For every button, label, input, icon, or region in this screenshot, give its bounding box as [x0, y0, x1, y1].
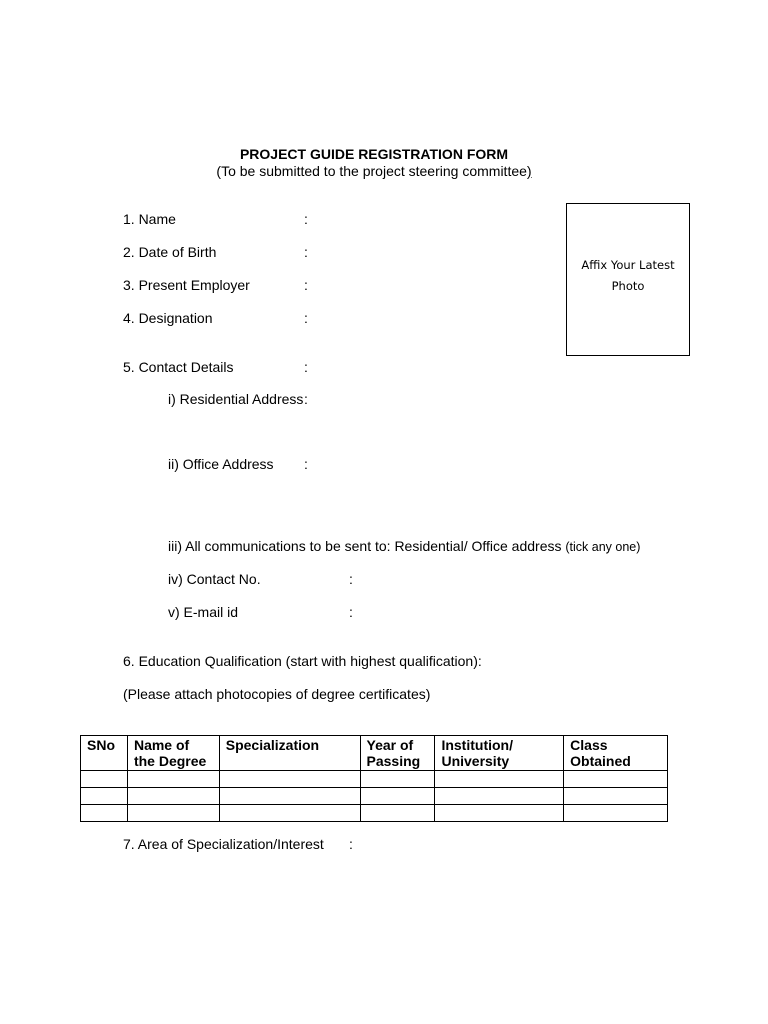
dob-colon: :	[304, 244, 308, 260]
form-subtitle-text: (To be submitted to the project steering committee	[216, 163, 527, 179]
table-cell[interactable]	[127, 805, 219, 822]
education-table	[80, 735, 668, 822]
header-class-line1: Class	[570, 737, 608, 753]
table-row	[81, 805, 668, 822]
table-cell[interactable]	[219, 788, 360, 805]
employer-colon: :	[304, 277, 308, 293]
dob-label: 2. Date of Birth	[123, 244, 217, 260]
name-colon: :	[304, 211, 308, 227]
name-label: 1. Name	[123, 211, 176, 227]
table-cell[interactable]	[564, 771, 668, 788]
table-cell[interactable]	[360, 788, 435, 805]
table-row	[81, 788, 668, 805]
header-class	[564, 736, 668, 771]
education-label: 6. Education Qualification (start with highest qualification):	[123, 653, 482, 669]
designation-colon: :	[304, 310, 308, 326]
table-cell[interactable]	[435, 788, 564, 805]
table-cell[interactable]	[81, 788, 128, 805]
communications-note: (tick any one)	[565, 540, 641, 554]
employer-label: 3. Present Employer	[123, 277, 250, 293]
communications-label: iii) All communications to be sent to:	[168, 538, 395, 554]
email-label: v) E-mail id	[168, 604, 239, 620]
header-sno-text: SNo	[87, 737, 115, 753]
contact-no-colon: :	[349, 571, 353, 587]
table-cell[interactable]	[127, 771, 219, 788]
header-institution-line2: University	[441, 753, 510, 769]
area-of-specialization-label: 7. Area of Specialization/Interest	[123, 836, 324, 852]
area-of-specialization-colon: :	[349, 836, 353, 852]
contact-details-colon: :	[304, 359, 308, 375]
header-degree	[127, 736, 219, 771]
table-cell[interactable]	[219, 805, 360, 822]
table-cell[interactable]	[360, 805, 435, 822]
form-subtitle	[0, 163, 748, 179]
header-specialization	[219, 736, 360, 771]
form-subtitle-end: )	[526, 163, 532, 179]
attach-note: (Please attach photocopies of degree certificates)	[123, 686, 431, 702]
communications-line	[168, 538, 640, 555]
contact-no-label: iv) Contact No.	[168, 571, 261, 587]
form-title: PROJECT GUIDE REGISTRATION FORM	[239, 146, 509, 162]
table-cell[interactable]	[127, 788, 219, 805]
education-table-header-row	[81, 736, 668, 771]
header-sno	[81, 736, 128, 771]
header-institution	[435, 736, 564, 771]
table-cell[interactable]	[564, 788, 668, 805]
table-cell[interactable]	[564, 805, 668, 822]
residential-address-colon: :	[304, 391, 308, 407]
header-year-line2: Passing	[366, 753, 421, 769]
residential-address-label: i) Residential Address	[168, 391, 304, 407]
photo-box	[566, 203, 690, 356]
communications-options: Residential/ Office address	[394, 538, 566, 554]
office-address-label: ii) Office Address	[168, 456, 274, 472]
photo-box-line1: Affix Your Latest	[581, 258, 675, 272]
header-institution-line1: Institution/	[441, 737, 513, 753]
table-cell[interactable]	[81, 805, 128, 822]
header-class-line2: Obtained	[570, 753, 631, 769]
table-cell[interactable]	[435, 771, 564, 788]
table-row	[81, 771, 668, 788]
table-cell[interactable]	[219, 771, 360, 788]
table-cell[interactable]	[81, 771, 128, 788]
header-specialization-text: Specialization	[225, 737, 320, 753]
header-degree-line1: Name of	[133, 737, 190, 753]
designation-label: 4. Designation	[123, 310, 213, 326]
header-year	[360, 736, 435, 771]
header-year-line1: Year of	[366, 737, 414, 753]
header-degree-line2: the Degree	[133, 753, 207, 769]
office-address-colon: :	[304, 456, 308, 472]
email-colon: :	[349, 604, 353, 620]
photo-box-line2: Photo	[611, 279, 645, 293]
table-cell[interactable]	[360, 771, 435, 788]
table-cell[interactable]	[435, 805, 564, 822]
contact-details-label: 5. Contact Details	[123, 359, 234, 375]
photo-box-label	[567, 255, 689, 297]
